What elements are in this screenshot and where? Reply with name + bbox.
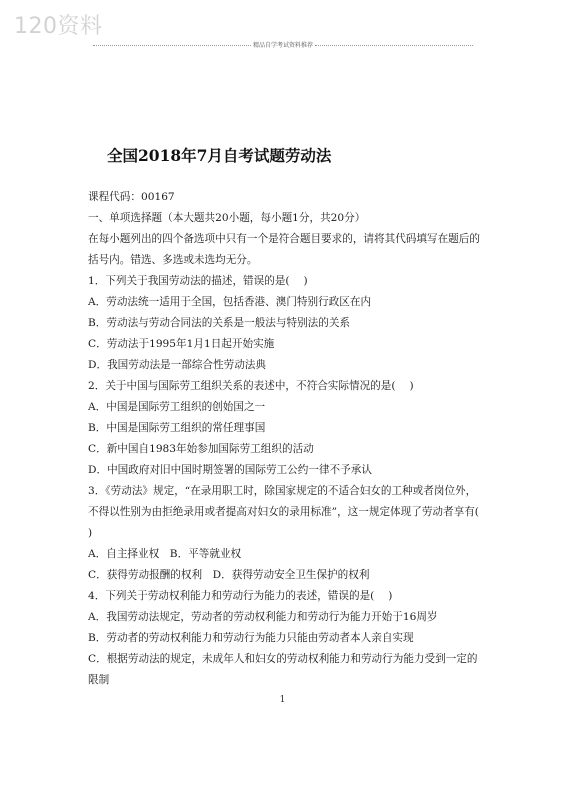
question-3-options-ab: A．自主择业权 B．平等就业权 — [88, 548, 242, 560]
header-dotted-rule-left — [93, 45, 251, 46]
question-1: 1．下列关于我国劳动法的描述，错误的是( ) — [88, 275, 308, 287]
question-3-line-2: 不得以性别为由拒绝录用或者提高对妇女的录用标准”，这一规定体现了劳动者享有( — [88, 506, 479, 518]
question-1-option-c: C．劳动法于1995年1月1日起开始实施 — [88, 338, 275, 350]
question-2-option-a: A．中国是国际劳工组织的创始国之一 — [88, 401, 266, 413]
question-1-option-b: B．劳动法与劳动合同法的关系是一般法与特别法的关系 — [88, 317, 351, 329]
page-number: 1 — [279, 695, 286, 705]
question-2: 2．关于中国与国际劳工组织关系的表述中，不符合实际情况的是( ) — [88, 380, 414, 392]
question-4-option-b: B．劳动者的劳动权利能力和劳动行为能力只能由劳动者本人亲自实现 — [88, 632, 414, 644]
page-header — [93, 40, 473, 49]
header-label: 精品自学考试资料推荐 — [253, 42, 314, 49]
question-2-option-d: D．中国政府对旧中国时期签署的国际劳工公约一律不予承认 — [88, 464, 372, 476]
instructions-line-2: 括号内。错选、多选或未选均无分。 — [88, 254, 258, 266]
question-4-option-a: A．我国劳动法规定，劳动者的劳动权利能力和劳动行为能力开始于16周岁 — [88, 611, 438, 623]
question-4: 4．下列关于劳动权利能力和劳动行为能力的表述，错误的是( ) — [88, 590, 393, 602]
question-2-option-b: B．中国是国际劳工组织的常任理事国 — [88, 422, 266, 434]
instructions-line-1: 在每小题列出的四个备选项中只有一个是符合题目要求的，请将其代码填写在题后的 — [88, 233, 480, 245]
course-code: 课程代码：00167 — [88, 191, 175, 203]
question-1-option-d: D．我国劳动法是一部综合性劳动法典 — [88, 359, 266, 371]
question-4-option-c-line-1: C．根据劳动法的规定，未成年人和妇女的劳动权利能力和劳动行为能力受到一定的 — [88, 653, 478, 665]
question-3-options-cd: C．获得劳动报酬的权利 D．获得劳动安全卫生保护的权利 — [88, 569, 370, 581]
watermark-logo: 120资料 — [14, 14, 103, 39]
question-3-line-1: 3．《劳动法》规定，“在录用职工时，除国家规定的不适合妇女的工种或者岗位外， — [88, 485, 477, 497]
document-body — [88, 187, 483, 691]
question-3-line-3: ) — [88, 527, 93, 539]
question-4-option-c-line-2: 限制 — [88, 674, 110, 686]
question-1-option-a: A．劳动法统一适用于全国，包括香港、澳门特别行政区在内 — [88, 296, 372, 308]
header-dotted-rule-right — [315, 45, 473, 46]
section-heading: 一、单项选择题（本大题共20小题，每小题1分，共20分） — [88, 212, 366, 224]
document-title: 全国2018年7月自考试题劳动法 — [107, 146, 332, 165]
question-2-option-c: C．新中国自1983年始参加国际劳工组织的活动 — [88, 443, 314, 455]
